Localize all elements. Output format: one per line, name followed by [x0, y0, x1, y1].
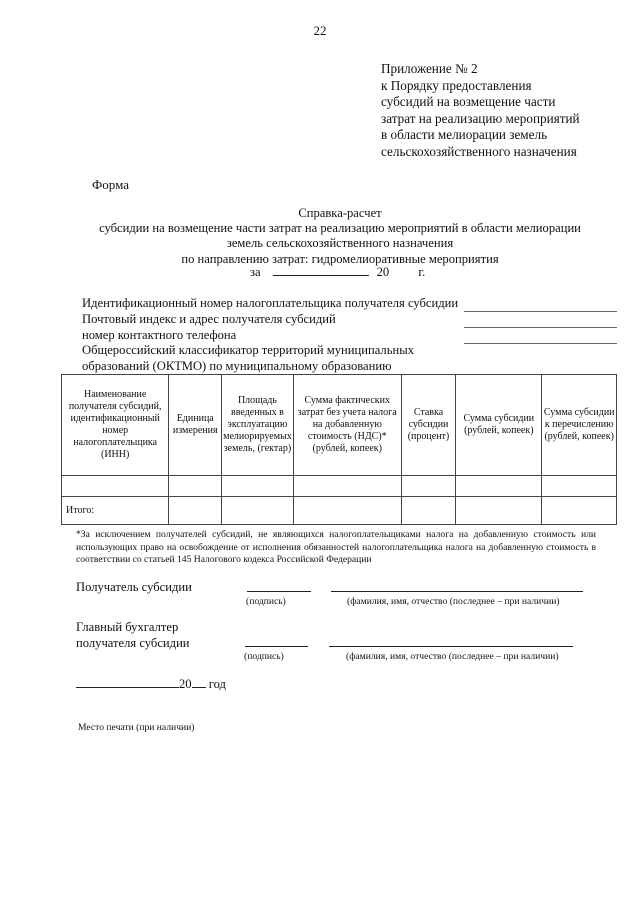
table-cell[interactable] — [401, 497, 456, 525]
recipient-signature-label: Получатель субсидии — [76, 580, 192, 594]
year-suffix: год — [208, 677, 226, 691]
header-transfer-sum: Сумма субсидии к перечислению (рублей, копеек) — [542, 375, 617, 476]
table-cell[interactable] — [169, 476, 222, 497]
year-field[interactable] — [192, 677, 206, 688]
table-cell[interactable] — [456, 476, 542, 497]
date-field[interactable] — [76, 677, 179, 688]
recipient-info — [82, 296, 458, 375]
table-cell[interactable] — [542, 476, 617, 497]
info-line-address: Почтовый индекс и адрес получателя субсидий — [82, 311, 336, 326]
phone-field[interactable] — [464, 343, 617, 344]
header-subsidy-sum: Сумма субсидии (рублей, копеек) — [456, 375, 542, 476]
appendix-line: в области мелиорации земель — [381, 127, 548, 143]
info-line-phone: номер контактного телефона — [82, 327, 237, 342]
info-line-oktmo-1: Общероссийский классификатор территорий муниципальных — [82, 343, 414, 358]
period-year-gap — [392, 266, 414, 276]
period-row — [250, 265, 425, 280]
appendix-line: затрат на реализацию мероприятий — [381, 110, 580, 126]
table-cell[interactable] — [62, 476, 169, 497]
header-recipient: Наименование получателя субсидий, идентификационный номер налогоплательщика (ИНН) — [62, 375, 169, 476]
period-year: 20 — [376, 265, 390, 279]
title-line: земель сельскохозяйственного назначения — [226, 236, 454, 251]
header-area: Площадь введенных в эксплуатацию мелиорируемых земель, (гектар) — [222, 375, 294, 476]
name-caption: (фамилия, имя, отчество (последнее – при наличии) — [346, 651, 559, 662]
title-line: по направлению затрат: гидромелиоративные мероприятия — [181, 251, 499, 266]
seal-label: Место печати (при наличии) — [78, 722, 195, 733]
table-cell[interactable] — [222, 476, 294, 497]
table-cell[interactable] — [542, 497, 617, 525]
title-line: субсидии на возмещение части затрат на реализацию мероприятий в области мелиорации — [99, 221, 581, 236]
accountant-label-line: получателя субсидии — [76, 635, 190, 650]
accountant-label — [76, 620, 190, 651]
recipient-signature-field[interactable] — [247, 591, 311, 592]
table-cell[interactable] — [293, 497, 401, 525]
document-title — [0, 206, 640, 267]
accountant-label-line: Главный бухгалтер — [76, 620, 179, 634]
subsidy-table — [61, 374, 617, 525]
table-cell[interactable] — [169, 497, 222, 525]
year-prefix: 20 — [179, 677, 192, 691]
header-unit: Единица измерения — [169, 375, 222, 476]
accountant-signature-field[interactable] — [245, 646, 308, 647]
footnote — [76, 529, 596, 567]
title-line: Справка-расчет — [298, 206, 382, 220]
header-costs: Сумма фактических затрат без учета налога на добавленную стоимость (НДС)* (рублей, копеек) — [293, 375, 401, 476]
date-row — [76, 677, 226, 692]
table-row — [62, 476, 617, 497]
accountant-name-field[interactable] — [329, 646, 573, 647]
appendix-line: к Порядку предоставления — [381, 77, 532, 93]
address-field[interactable] — [464, 327, 617, 328]
period-blank[interactable] — [273, 265, 369, 276]
page-number: 22 — [313, 23, 327, 38]
form-label: Форма — [92, 177, 129, 192]
table-cell[interactable] — [401, 476, 456, 497]
inn-field[interactable] — [464, 311, 617, 312]
recipient-name-field[interactable] — [331, 591, 583, 592]
table-header-row — [62, 375, 617, 476]
period-suffix: г. — [418, 265, 426, 279]
footnote-text: *За исключением получателей субсидий, не являющихся налогоплательщиками налога на добавленную стоимость или использующих право на освобождение от исполнения обязанностей налогоплательщика налога на добавленную стоимость в соответствии со статьей 145 Налогового кодекса Российской Федерации — [76, 529, 596, 566]
appendix-line: сельскохозяйственного назначения — [381, 143, 577, 159]
info-line-inn: Идентификационный номер налогоплательщика получателя субсидии — [82, 296, 459, 310]
header-rate: Ставка субсидии (процент) — [401, 375, 456, 476]
name-caption: (фамилия, имя, отчество (последнее – при наличии) — [347, 596, 560, 607]
appendix-heading — [381, 61, 580, 161]
signature-caption: (подпись) — [246, 596, 286, 607]
total-label: Итого: — [62, 497, 169, 525]
period-prefix: за — [250, 265, 261, 279]
table-cell[interactable] — [222, 497, 294, 525]
appendix-line: субсидий на возмещение части — [381, 94, 556, 110]
signature-caption: (подпись) — [244, 651, 284, 662]
table-cell[interactable] — [293, 476, 401, 497]
table-total-row — [62, 497, 617, 525]
table-cell[interactable] — [456, 497, 542, 525]
appendix-line: Приложение № 2 — [381, 61, 478, 76]
info-line-oktmo-2: образований (ОКТМО) по муниципальному образованию — [82, 359, 392, 374]
